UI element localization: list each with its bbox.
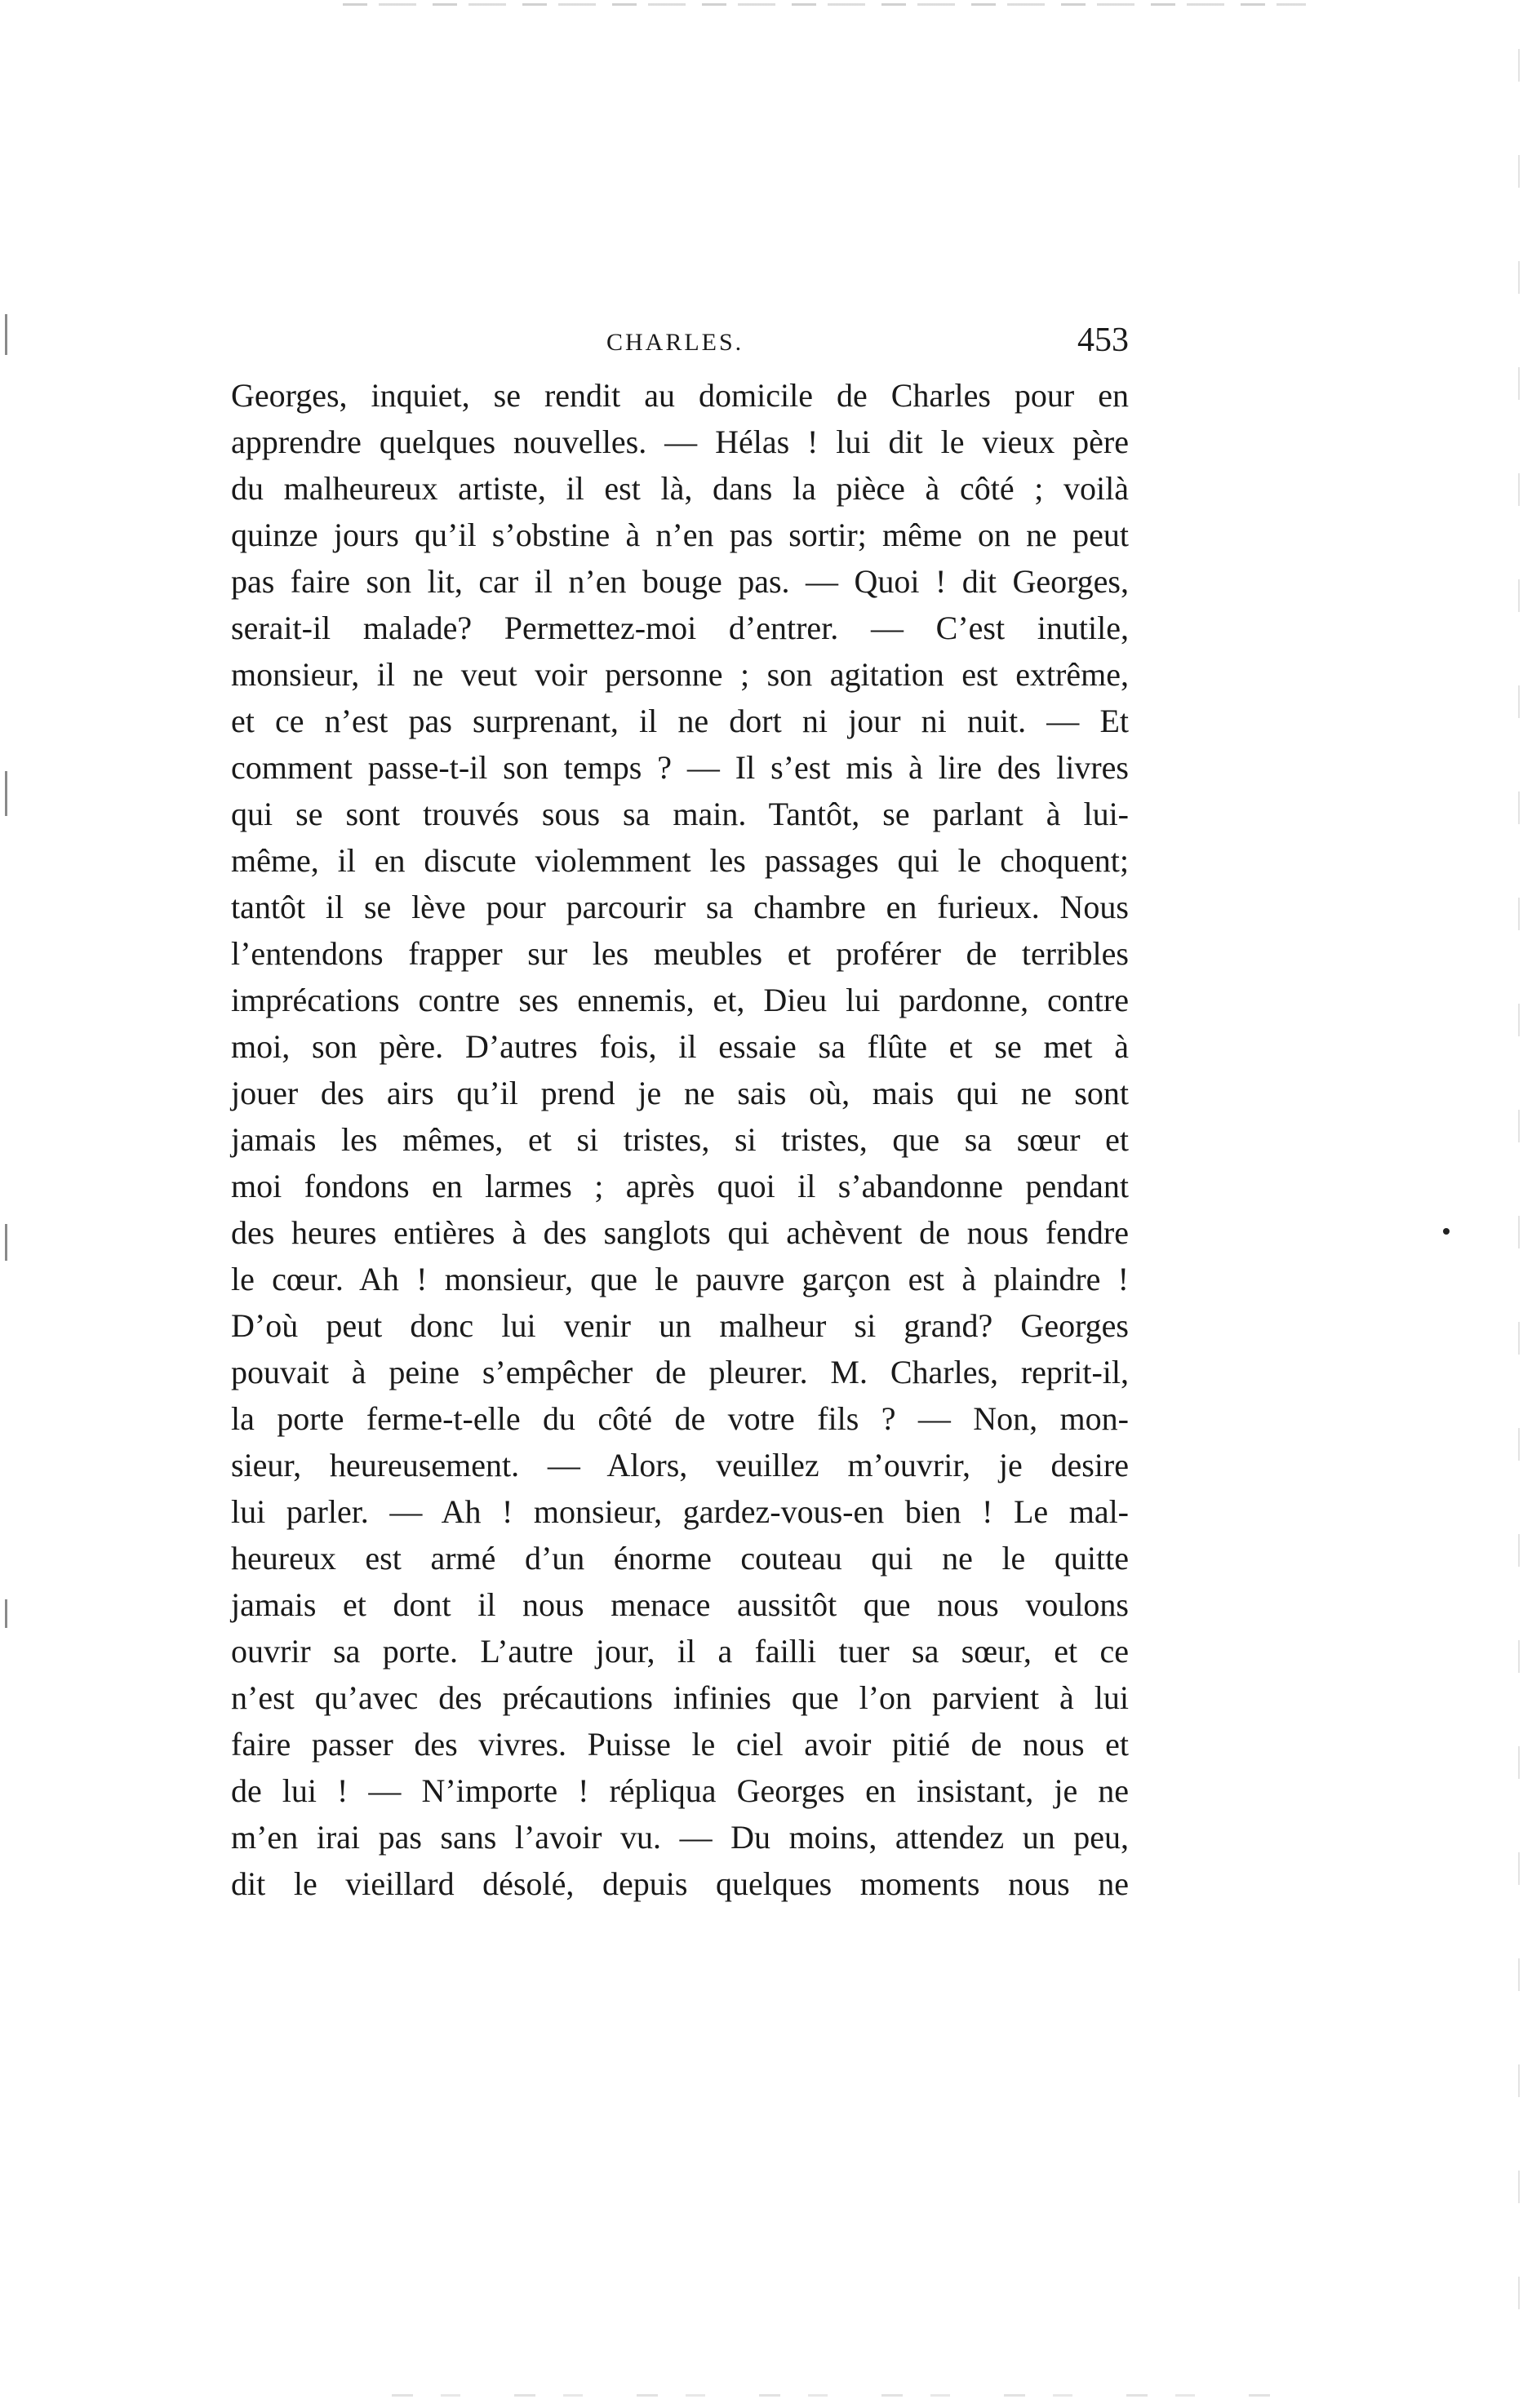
text-line: monsieur, il ne veut voir personne ; son agitation est extrême, — [231, 656, 1129, 693]
scan-artifact-left-mark — [5, 1599, 7, 1628]
text-line: n’est qu’avec des précautions infinies que l’on parvient à lui — [231, 1679, 1129, 1716]
page-header — [231, 321, 1129, 370]
text-line: D’où peut donc lui venir un malheur si grand? Georges — [231, 1307, 1129, 1344]
text-line: serait-il malade? Permettez-moi d’entrer. — C’est inutile, — [231, 610, 1129, 646]
text-line: ouvrir sa porte. L’autre jour, il a failli tuer sa sœur, et ce — [231, 1633, 1129, 1670]
running-head: CHARLES. — [606, 329, 744, 356]
text-line: la porte ferme-t-elle du côté de votre fils ? — Non, mon- — [231, 1400, 1129, 1437]
text-line: moi fondons en larmes ; après quoi il s’abandonne pendant — [231, 1168, 1129, 1204]
scan-artifact-left-mark — [5, 771, 7, 816]
text-line: moi, son père. D’autres fois, il essaie sa flûte et se met à — [231, 1028, 1129, 1065]
scan-artifact-right-edge — [1518, 49, 1520, 2350]
text-line: pas faire son lit, car il n’en bouge pas. — Quoi ! dit Georges, — [231, 563, 1129, 600]
scan-artifact-left-mark — [5, 314, 7, 355]
text-line: même, il en discute violemment les passages qui le choquent; — [231, 842, 1129, 879]
text-line: imprécations contre ses ennemis, et, Dieu lui pardonne, contre — [231, 982, 1129, 1018]
text-line: jamais les mêmes, et si tristes, si tristes, que sa sœur et — [231, 1121, 1129, 1158]
scan-artifact-top — [343, 3, 1306, 6]
text-line: qui se sont trouvés sous sa main. Tantôt, se parlant à lui- — [231, 796, 1129, 832]
text-line: heureux est armé d’un énorme couteau qui ne le quitte — [231, 1540, 1129, 1577]
text-line: lui parler. — Ah ! monsieur, gardez-vous-en bien ! Le mal- — [231, 1493, 1129, 1530]
scan-artifact-bottom — [392, 2394, 1290, 2397]
text-line: Georges, inquiet, se rendit au domicile de Charles pour en — [231, 377, 1129, 414]
text-line: des heures entières à des sanglots qui achèvent de nous fendre — [231, 1214, 1129, 1251]
text-line: de lui ! — N’importe ! répliqua Georges en insistant, je ne — [231, 1772, 1129, 1809]
text-line: jamais et dont il nous menace aussitôt que nous voulons — [231, 1586, 1129, 1623]
text-line: quinze jours qu’il s’obstine à n’en pas sortir; même on ne peut — [231, 517, 1129, 553]
text-line: m’en irai pas sans l’avoir vu. — Du moins, attendez un peu, — [231, 1819, 1129, 1856]
text-line: sieur, heureusement. — Alors, veuillez m’ouvrir, je desire — [231, 1447, 1129, 1483]
text-line: l’entendons frapper sur les meubles et proférer de terribles — [231, 935, 1129, 972]
text-line: faire passer des vivres. Puisse le ciel avoir pitié de nous et — [231, 1726, 1129, 1763]
text-line: jouer des airs qu’il prend je ne sais où, mais qui ne sont — [231, 1075, 1129, 1111]
scan-speck — [1443, 1228, 1450, 1235]
text-line: du malheureux artiste, il est là, dans la pièce à côté ; voilà — [231, 470, 1129, 507]
page-number: 453 — [1077, 322, 1129, 359]
text-line: apprendre quelques nouvelles. — Hélas ! lui dit le vieux père — [231, 424, 1129, 460]
text-line: dit le vieillard désolé, depuis quelques moments nous ne — [231, 1865, 1129, 1902]
body-text — [231, 372, 1129, 1907]
text-line: comment passe-t-il son temps ? — Il s’est mis à lire des livres — [231, 749, 1129, 786]
text-line: le cœur. Ah ! monsieur, que le pauvre garçon est à plaindre ! — [231, 1261, 1129, 1297]
text-line: tantôt il se lève pour parcourir sa chambre en furieux. Nous — [231, 889, 1129, 925]
text-line: et ce n’est pas surprenant, il ne dort ni jour ni nuit. — Et — [231, 703, 1129, 739]
text-line: pouvait à peine s’empêcher de pleurer. M. Charles, reprit-il, — [231, 1354, 1129, 1390]
scan-artifact-left-mark — [5, 1224, 7, 1261]
